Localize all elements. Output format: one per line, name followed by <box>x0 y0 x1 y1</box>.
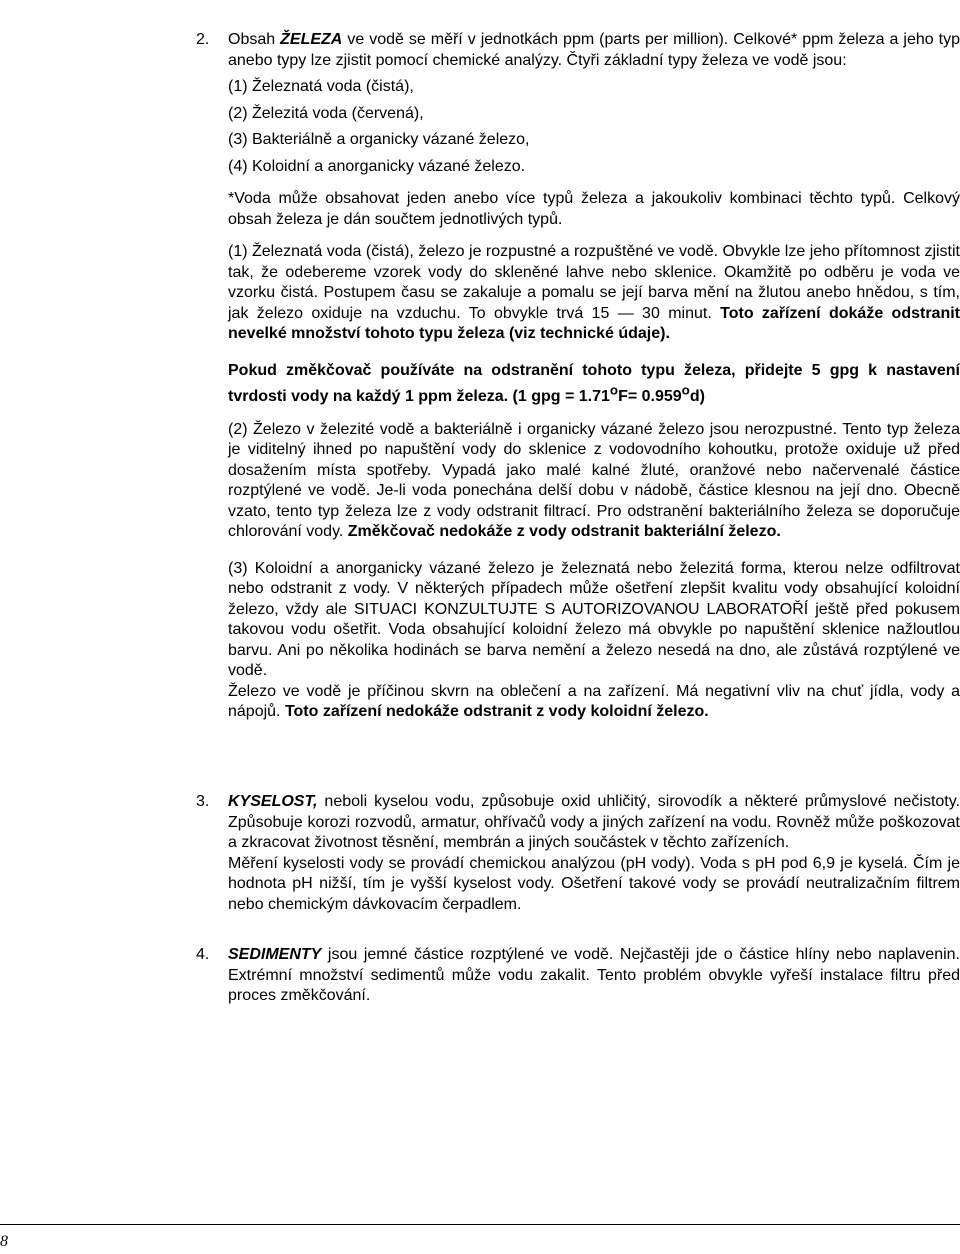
acidity-paragraph: KYSELOST, neboli kyselou vodu, způsobuje oxid uhličitý, sirovodík a některé průmyslové nečistoty. Způsobuje korozi rozvodů, armatur, ohřívačů vody a jiných zařízení na vodu. Rovněž může poškozovat a zkracovat životnost těsnění, membrán a jiných součástek v těchto zařízeních. <box>228 793 960 851</box>
list-item: (3) Bakteriálně a organicky vázané železo, <box>228 131 530 148</box>
section-number: 3. <box>196 793 210 810</box>
section-body <box>228 945 960 1007</box>
iron-type-2-paragraph: (2) Železo v železité vodě a bakteriálně i organicky vázané železo jsou nerozpustné. Tento typ železa je viditelný ihned po napuštění vody do sklenice z vodovodního kohoutku, protože oxiduje už před dosažením místa spotřeby. Vypadá jako malé kalné žluté, oranžové nebo načervenalé částice rozptýlené ve vodě. Je-li voda ponechána delší dobu v nádobě, částice klesnou na její dno. Obecně vzato, tento typ železa lze z vody odstranit filtrací. Pro odstranění bakteriálního železa se doporučuje chlorování vody. Změkčovač nedokáže z vody odstranit bakteriální železo. <box>228 420 960 541</box>
page-number: 8 <box>0 1233 8 1250</box>
section-body <box>228 30 960 723</box>
note-paragraph: *Voda může obsahovat jeden anebo více typů železa a jakoukoliv kombinaci těchto typů. Celkový obsah železa je dán součtem jednotlivých typů. <box>228 190 960 228</box>
section-number: 4. <box>196 946 210 963</box>
section-number: 2. <box>196 31 210 48</box>
iron-effects-paragraph: Železo ve vodě je příčinou skvrn na oblečení a na zařízení. Má negativní vliv na chuť jídla, vody a nápojů. Toto zařízení nedokáže odstranit z vody koloidní železo. <box>228 682 960 721</box>
list-item: (1) Železnatá voda (čistá), <box>228 78 414 95</box>
sediments-paragraph: SEDIMENTY jsou jemné částice rozptýlené ve vodě. Nejčastěji jde o částice hlíny nebo naplavenin. Extrémní množství sedimentů může vodu zakalit. Tento problém obvykle vyřeší instalace filtru před proces změkčování. <box>228 946 960 1004</box>
footer-divider <box>0 1224 960 1225</box>
intro-paragraph: Obsah ŽELEZA ve vodě se měří v jednotkách ppm (parts per million). Celkové* ppm železa a jeho typ anebo typy lze zjistit pomocí chemické analýzy. Čtyři základní typy železa ve vodě jsou: <box>228 31 960 69</box>
section-body <box>228 792 960 915</box>
list-item: (4) Koloidní a anorganicky vázané železo. <box>228 157 526 175</box>
softener-note-paragraph: Pokud změkčovač používáte na odstranění tohoto typu železa, přidejte 5 gpg k nastavení tvrdosti vody na každý 1 ppm železa. (1 gpg = $1.71^oF= 0.959^od$) <box>228 361 960 406</box>
iron-type-3-paragraph: (3) Koloidní a anorganicky vázané železo je železnatá nebo železitá forma, kterou nelze odfiltrovat nebo odstranit z vody. V některých případech může ošetření zlepšit kvalitu vody obsahující koloidní železo, vždy ale SITUACI KONZULTUJTE S AUTORIZOVANOU LABORATOŘÍ ještě před pokusem takovou vodu ošetřit. Voda obsahující koloidní železo má obvykle po napuštění sklenice nažloutlou barvu. Ani po několika hodinách se barva nemění a železo nesedá na dno, ale zůstává rozptýlené ve vodě. <box>228 559 960 680</box>
acidity-measurement-paragraph: Měření kyselosti vody se provádí chemickou analýzou (pH vody). Voda s pH pod 6,9 je kyselá. Čím je hodnota pH nižší, tím je vyšší kyselost vody. Ošetření takové vody se provádí neutralizačním filtrem nebo chemickým dávkovacím čerpadlem. <box>228 854 960 913</box>
iron-type-1-paragraph: (1) Železnatá voda (čistá), železo je rozpustné a rozpuštěné ve vodě. Obvykle lze jeho přítomnost zjistit tak, že odebereme vzorek vody do skleněné lahve nebo sklenice. Okamžitě po odběru je voda ve vzorku čistá. Postupem času se zakaluje a pomalu se její barva mění na žlutou anebo hnědou, s tím, jak železo oxiduje na vzduchu. To obvykle trvá 15 — 30 minut. Toto zařízení dokáže odstranit nevelké množství tohoto typu železa (viz technické údaje). <box>228 243 960 342</box>
list-item: (2) Železitá voda (červená), <box>228 104 424 122</box>
